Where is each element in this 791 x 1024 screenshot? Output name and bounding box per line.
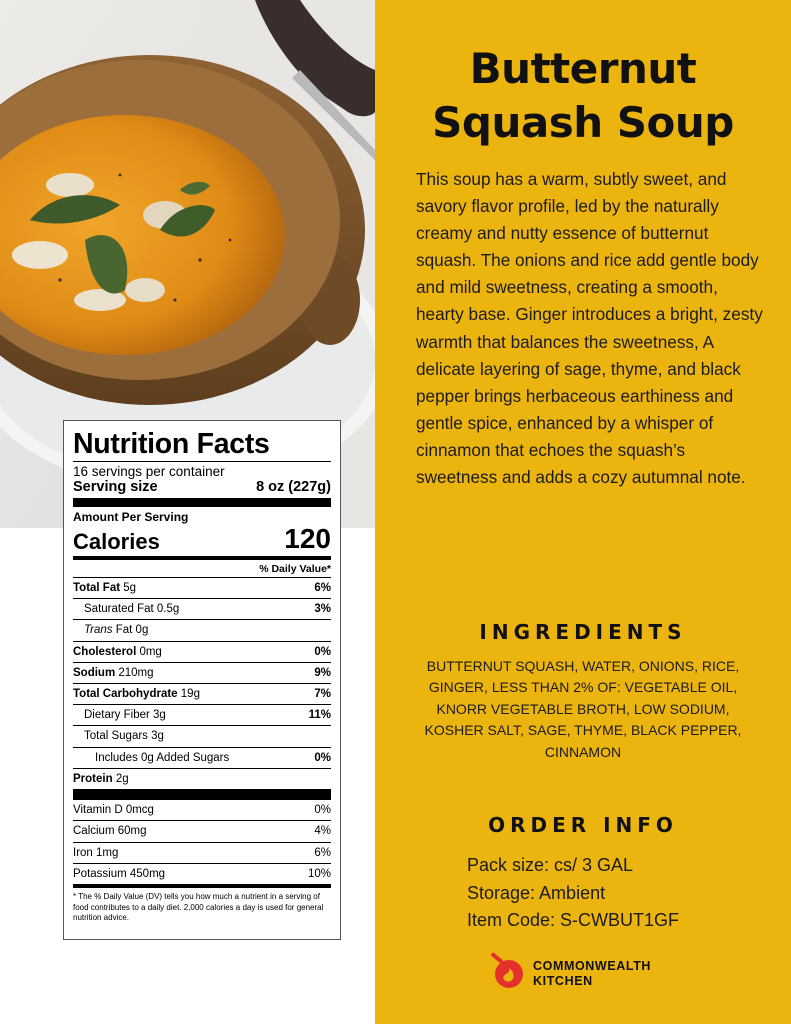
pack-size: Pack size: cs/ 3 GAL	[467, 855, 634, 875]
serving-size-value: 8 oz (227g)	[256, 479, 331, 495]
nutrient-row	[73, 747, 331, 768]
logo-line-2: KITCHEN	[533, 974, 593, 988]
nutrient-name: Protein	[73, 772, 113, 785]
nutrient-name: Total Fat	[73, 582, 121, 594]
order-info-list	[467, 852, 767, 935]
logo-line-1: COMMONWEALTH	[533, 959, 652, 973]
nutrient-name: Cholesterol	[73, 645, 137, 658]
vitamin-name: Vitamin D 0mcg	[73, 804, 154, 817]
nutrient-row	[73, 641, 331, 662]
nutrient-name: Saturated Fat 0.5g	[84, 603, 180, 616]
commonwealth-kitchen-logo	[487, 952, 697, 992]
nutrient-name: Total Sugars 3g	[84, 730, 164, 743]
nutrient-name: Includes 0g Added Sugars	[95, 751, 230, 764]
ingredients-text: BUTTERNUT SQUASH, WATER, ONIONS, RICE, GINGER, LESS THAN 2% OF: VEGETABLE OIL, KNORR VEGETABLE BROTH, LOW SODIUM, KOSHER SALT, SAGE, THYME, BLACK PEPPER, CINNAMON	[424, 658, 742, 760]
product-title-line-1: Butternut	[469, 44, 697, 93]
ingredients-heading: INGREDIENTS	[479, 620, 687, 644]
nutrient-dv: 3%	[314, 603, 331, 616]
nutrient-amount: 19g	[177, 688, 200, 701]
nutrient-amount: 0mg	[136, 645, 162, 658]
vitamin-row	[73, 842, 331, 863]
calories-value: 120	[284, 523, 331, 554]
nutrient-row	[73, 683, 331, 704]
nutrition-facts-label	[63, 420, 341, 940]
nutrient-amount: 5g	[120, 582, 137, 594]
nutrition-facts-title: Nutrition Facts	[73, 428, 270, 460]
item-code: Item Code: S-CWBUT1GF	[467, 910, 680, 930]
product-title	[375, 42, 791, 150]
flame-pan-icon	[487, 952, 527, 992]
serving-size-label: Serving size	[73, 479, 158, 495]
nutrient-row	[73, 577, 331, 598]
nutrient-row	[73, 704, 331, 725]
divider	[73, 498, 331, 507]
vitamin-row	[73, 800, 331, 820]
product-title-line-2: Squash Soup	[432, 98, 734, 147]
nutrient-dv: 7%	[314, 688, 331, 701]
nutrient-amount: Fat 0g	[112, 624, 149, 637]
vitamin-dv: 4%	[314, 825, 331, 838]
nutrient-dv: 0%	[314, 645, 331, 658]
vitamin-name: Potassium 450mg	[73, 867, 166, 880]
serving-size-row	[73, 479, 331, 498]
nutrient-dv: 0%	[314, 751, 331, 764]
logo-wordmark	[533, 959, 651, 989]
nutrient-amount: 2g	[112, 772, 129, 785]
product-info-panel	[375, 0, 791, 1024]
nutrient-name: Sodium	[73, 666, 116, 679]
calories-label: Calories	[73, 529, 160, 554]
storage: Storage: Ambient	[467, 882, 606, 903]
servings-per-container: 16 servings per container	[73, 464, 225, 479]
nutrient-row	[73, 662, 331, 683]
nutrient-row	[73, 619, 331, 640]
vitamin-dv: 10%	[307, 867, 331, 880]
nutrient-amount: 210mg	[115, 666, 154, 679]
divider	[73, 461, 331, 462]
vitamin-name: Iron 1mg	[73, 846, 119, 859]
nutrient-dv: 9%	[314, 666, 331, 679]
vitamin-name: Calcium 60mg	[73, 825, 147, 838]
amount-per-serving: Amount Per Serving	[73, 510, 189, 524]
nutrient-row	[73, 598, 331, 619]
vitamin-dv: 0%	[314, 804, 331, 817]
product-description: This soup has a warm, subtly sweet, and savory flavor profile, led by the naturally creamy and nutty essence of butternut squash. The onions and rice add gentle body and mild sweetness, creating a smooth, hearty base. Ginger introduces a bright, zesty warmth that balances the sweetness, A delicate layering of sage, thyme, and black pepper brings herbaceous earthiness and gentle spice, enhanced by a whisper of cinnamon that echoes the squash’s sweetness and adds a cozy autumnal note.	[416, 169, 763, 488]
order-info-heading: ORDER INFO	[488, 813, 678, 837]
vitamin-dv: 6%	[314, 846, 331, 859]
calories-row	[73, 524, 331, 554]
nutrient-name: Dietary Fiber 3g	[84, 709, 166, 722]
daily-value-header: % Daily Value*	[259, 563, 331, 575]
nutrient-row	[73, 768, 331, 789]
nutrient-name-italic: Trans	[84, 624, 113, 637]
daily-value-footnote: * The % Daily Value (DV) tells you how much a nutrient in a serving of food contributes to a daily diet. 2,000 calories a day is used for general nutrition advice.	[73, 892, 324, 923]
nutrient-dv: 11%	[308, 709, 331, 722]
vitamin-row	[73, 863, 331, 884]
divider	[73, 789, 331, 800]
nutrient-dv: 6%	[314, 582, 331, 594]
vitamin-row	[73, 820, 331, 841]
nutrient-row	[73, 725, 331, 746]
nutrient-name: Total Carbohydrate	[73, 688, 178, 701]
